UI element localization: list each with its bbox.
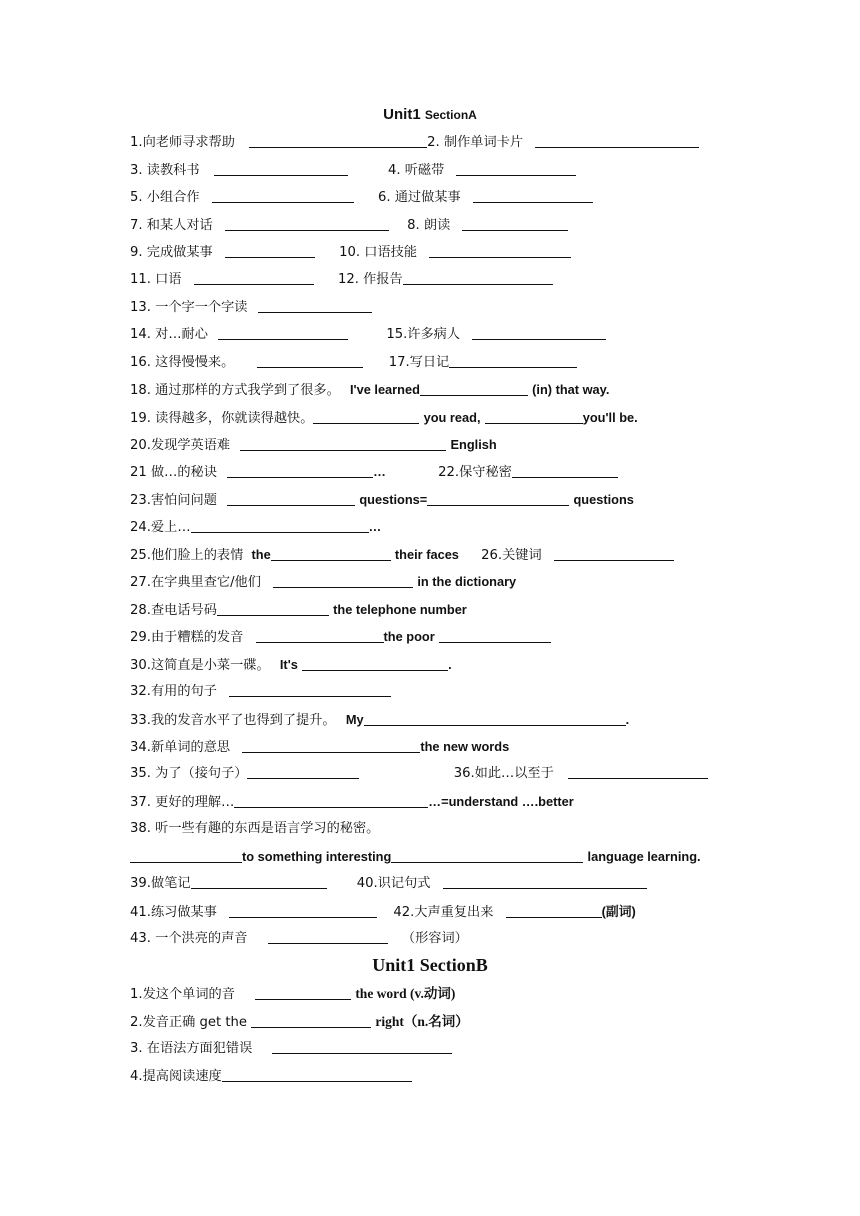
item-b2-label: 2.发音正确 get the: [130, 1015, 248, 1030]
item-33-blank[interactable]: [364, 711, 626, 726]
row-29: [130, 901, 636, 923]
row-b2: [130, 1011, 469, 1033]
item-28-en: the telephone number: [333, 602, 467, 617]
item-27-blank[interactable]: [273, 573, 413, 588]
item-27-en: in the dictionary: [417, 574, 517, 589]
item-18-blank[interactable]: [420, 381, 528, 396]
item-19-label: 19. 读得越多，你就读得越快。: [130, 411, 314, 426]
row-18: [130, 599, 467, 621]
item-1-blank[interactable]: [249, 133, 427, 148]
item-20-en: English: [450, 437, 497, 452]
item-30-label: 30.这简直是小菜一碟。: [130, 658, 270, 673]
row-25: [130, 791, 574, 813]
item-39-blank[interactable]: [191, 874, 327, 889]
item-35-blank[interactable]: [247, 764, 359, 779]
item-24-label: 24.爱上…: [130, 520, 191, 535]
item-29-blank-1[interactable]: [256, 628, 384, 643]
item-13-label: 13. 一个字一个字读: [130, 300, 248, 315]
item-2-label: 2. 制作单词卡片: [427, 135, 524, 150]
row-14: [130, 489, 634, 511]
row-17: [130, 571, 516, 593]
item-26-blank[interactable]: [554, 546, 674, 561]
item-11-blank[interactable]: [194, 270, 314, 285]
item-7-label: 7. 和某人对话: [130, 218, 213, 233]
item-3-label: 3. 读教科书: [130, 163, 200, 178]
item-39-label: 39.做笔记: [130, 876, 191, 891]
item-14-label: 14. 对…耐心: [130, 327, 208, 342]
item-b4-blank[interactable]: [222, 1067, 412, 1082]
item-18-label: 18. 通过那样的方式我学到了很多。: [130, 383, 340, 398]
item-36-label: 36.如此…以至于: [453, 766, 554, 781]
section-b-title: Unit1 SectionB: [372, 955, 488, 975]
row-b4: [130, 1066, 412, 1088]
row-10: [130, 379, 609, 401]
item-29-blank-2[interactable]: [439, 628, 551, 643]
item-37-en: …=understand ….better: [428, 794, 574, 809]
item-30-blank[interactable]: [302, 656, 448, 671]
section-a-title-sub: SectionA: [424, 108, 477, 122]
item-23-label: 23.害怕问问题: [130, 493, 217, 508]
item-15-label: 15.许多病人: [386, 327, 461, 342]
item-33-en: My: [345, 712, 364, 727]
item-17-label: 17.写日记: [388, 355, 450, 370]
item-12-label: 12. 作报告: [337, 272, 403, 287]
item-36-blank[interactable]: [568, 764, 708, 779]
item-23-blank-2[interactable]: [427, 491, 569, 506]
item-38-label: 38. 听一些有趣的东西是语言学习的秘密。: [130, 821, 380, 836]
item-16-blank[interactable]: [257, 353, 363, 368]
item-4-label: 4. 听磁带: [387, 163, 445, 178]
row-9: [130, 352, 577, 374]
item-42-tail: (副词): [601, 904, 636, 919]
item-20-label: 20.发现学英语难: [130, 438, 231, 453]
row-22: [130, 709, 629, 731]
row-12: [130, 434, 497, 456]
item-9-blank[interactable]: [225, 243, 315, 258]
item-b2-blank[interactable]: [251, 1013, 371, 1028]
item-28-label: 28.查电话号码: [130, 603, 217, 618]
item-22-label: 22.保守秘密: [438, 465, 512, 480]
item-1-label: 1.向老师寻求帮助: [130, 135, 235, 150]
item-40-label: 40.识记句式: [356, 876, 431, 891]
item-19-en-suffix: you'll be.: [582, 410, 638, 425]
item-30-tail: .: [448, 657, 452, 672]
row-1: [130, 132, 699, 154]
row-4: [130, 215, 568, 237]
row-16: [130, 544, 674, 566]
item-6-blank[interactable]: [473, 188, 593, 203]
item-25-en-suffix: their faces: [394, 547, 459, 562]
item-19-blank-2[interactable]: [485, 409, 583, 424]
item-2-blank[interactable]: [535, 133, 699, 148]
item-42-blank[interactable]: [506, 903, 602, 918]
item-16-label: 16. 这得慢慢来。: [130, 355, 235, 370]
item-34-blank[interactable]: [242, 738, 420, 753]
item-32-label: 32.有用的句子: [130, 684, 217, 699]
row-30: [130, 928, 468, 950]
item-35-label: 35. 为了（接句子）: [130, 766, 248, 781]
item-21-label: 21 做…的秘诀: [130, 465, 217, 480]
item-24-blank[interactable]: [191, 518, 369, 533]
row-6: [130, 269, 553, 291]
item-34-label: 34.新单词的意思: [130, 740, 231, 755]
item-38-blank-1[interactable]: [130, 848, 242, 863]
item-27-label: 27.在字典里查它/他们: [130, 575, 261, 590]
item-25-en-prefix: the: [251, 547, 271, 562]
item-11-label: 11. 口语: [130, 272, 182, 287]
item-18-en-suffix: (in) that way.: [532, 382, 610, 397]
section-a-title-main: Unit1: [383, 106, 421, 123]
item-23-en-suffix: questions: [573, 492, 634, 507]
item-38-en-mid: to something interesting: [242, 849, 392, 864]
item-5-label: 5. 小组合作: [130, 190, 200, 205]
item-8-label: 8. 朗读: [407, 218, 451, 233]
section-a-title: [0, 106, 860, 123]
item-21-blank[interactable]: [227, 463, 373, 478]
item-43-tail: （形容词）: [401, 931, 468, 946]
item-23-blank-1[interactable]: [227, 491, 355, 506]
item-b1-blank[interactable]: [255, 985, 351, 1000]
item-8-blank[interactable]: [462, 216, 568, 231]
item-38-en-suffix: language learning.: [587, 849, 701, 864]
row-21: [130, 681, 391, 703]
row-3: [130, 187, 593, 209]
item-15-blank[interactable]: [472, 325, 606, 340]
row-20: [130, 654, 452, 676]
item-42-label: 42.大声重复出来: [393, 905, 494, 920]
item-22-blank[interactable]: [512, 463, 618, 478]
item-25-label: 25.他们脸上的表情: [130, 548, 244, 563]
item-b1-label: 1.发这个单词的音: [130, 987, 235, 1002]
item-10-label: 10. 口语技能: [339, 245, 418, 260]
row-b3: [130, 1038, 452, 1060]
item-b3-label: 3. 在语法方面犯错误: [130, 1041, 253, 1056]
item-37-blank[interactable]: [234, 793, 428, 808]
item-40-blank[interactable]: [443, 874, 647, 889]
item-43-blank[interactable]: [268, 929, 388, 944]
item-10-blank[interactable]: [429, 243, 571, 258]
row-23: [130, 736, 509, 758]
row-2: [130, 160, 576, 182]
item-4-blank[interactable]: [456, 161, 576, 176]
row-7: [130, 297, 372, 319]
row-b1: [130, 983, 455, 1005]
item-37-label: 37. 更好的理解…: [130, 795, 235, 810]
item-41-blank[interactable]: [229, 903, 377, 918]
row-15: [130, 516, 381, 538]
item-29-en: the poor: [383, 629, 435, 644]
row-11: [130, 407, 638, 429]
item-7-blank[interactable]: [225, 216, 389, 231]
item-32-blank[interactable]: [229, 682, 391, 697]
row-28: [130, 873, 647, 895]
item-28-blank[interactable]: [217, 601, 329, 616]
item-19-blank-1[interactable]: [313, 409, 419, 424]
item-34-en: the new words: [420, 739, 510, 754]
item-33-tail: .: [625, 712, 630, 727]
item-41-label: 41.练习做某事: [130, 905, 217, 920]
item-19-en-mid: you read,: [423, 410, 481, 425]
item-30-en: It's: [279, 657, 298, 672]
item-26-label: 26.关键词: [481, 548, 542, 563]
item-18-en-prefix: I've learned: [350, 382, 420, 397]
item-b1-en: the word (v.动词): [355, 986, 456, 1001]
item-b2-en: right（n.名词）: [375, 1014, 469, 1029]
row-19: [130, 626, 551, 648]
item-38-blank-2[interactable]: [391, 848, 583, 863]
item-23-en-mid: questions=: [359, 492, 428, 507]
item-25-blank[interactable]: [271, 546, 391, 561]
item-29-label: 29.由于糟糕的发音: [130, 630, 244, 645]
row-8: [130, 324, 606, 346]
item-9-label: 9. 完成做某事: [130, 245, 213, 260]
item-6-label: 6. 通过做某事: [377, 190, 461, 205]
row-24: [130, 763, 708, 785]
item-b4-label: 4.提高阅读速度: [130, 1069, 222, 1084]
item-12-blank[interactable]: [403, 270, 553, 285]
row-13: [130, 461, 618, 483]
row-27: [130, 846, 701, 868]
item-21-tail: …: [373, 464, 386, 479]
item-13-blank[interactable]: [258, 298, 372, 313]
item-3-blank[interactable]: [214, 161, 348, 176]
item-5-blank[interactable]: [212, 188, 354, 203]
item-14-blank[interactable]: [218, 325, 348, 340]
item-43-label: 43. 一个洪亮的声音: [130, 931, 248, 946]
row-5: [130, 242, 571, 264]
row-26: [130, 818, 379, 840]
item-33-label: 33.我的发音水平了也得到了提升。: [130, 713, 336, 728]
item-17-blank[interactable]: [449, 353, 577, 368]
item-20-blank[interactable]: [240, 436, 446, 451]
item-b3-blank[interactable]: [272, 1039, 452, 1054]
item-24-tail: …: [368, 519, 382, 534]
